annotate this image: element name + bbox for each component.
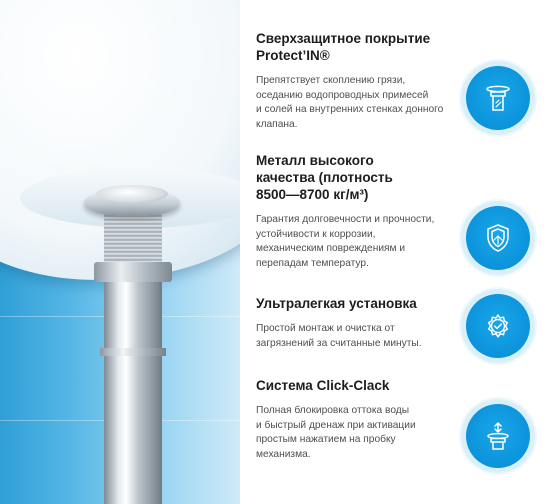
- shield-icon: [466, 206, 530, 270]
- feature-protect-coating: [256, 30, 462, 132]
- feature-description: Препятствует скоплению грязи, оседанию водопроводных примесей и солей на внутренних стенках донного клапана.: [256, 75, 444, 130]
- push-plug-icon: [466, 404, 530, 468]
- coated-valve-icon: [466, 66, 530, 130]
- product-photo: [0, 0, 240, 504]
- feature-title: Сверхзащитное покрытие Protect’IN®: [256, 31, 431, 63]
- feature-title: Ультралегкая установка: [256, 296, 417, 311]
- gear-check-icon: [466, 294, 530, 358]
- valve-nut: [94, 262, 172, 282]
- feature-metal-quality: [256, 152, 462, 271]
- feature-description: Простой монтаж и очистка от загрязнений за считанные минуты.: [256, 323, 422, 349]
- drain-pipe: [104, 280, 162, 504]
- pipe-joint: [100, 348, 166, 356]
- feature-description: Гарантия долговечности и прочности, устойчивости к коррозии, механическим повреждениям и перепадам температур.: [256, 214, 435, 269]
- feature-title: Металл высокого качества (плотность 8500—8700 кг/м³): [256, 153, 393, 202]
- feature-click-clack: [256, 377, 462, 462]
- feature-easy-install: [256, 295, 462, 351]
- feature-description: Полная блокировка оттока воды и быстрый дренаж при активации простым нажатием на пробку механизма.: [256, 405, 416, 460]
- valve-cap-top: [96, 185, 168, 203]
- feature-title: Система Click-Clack: [256, 378, 390, 393]
